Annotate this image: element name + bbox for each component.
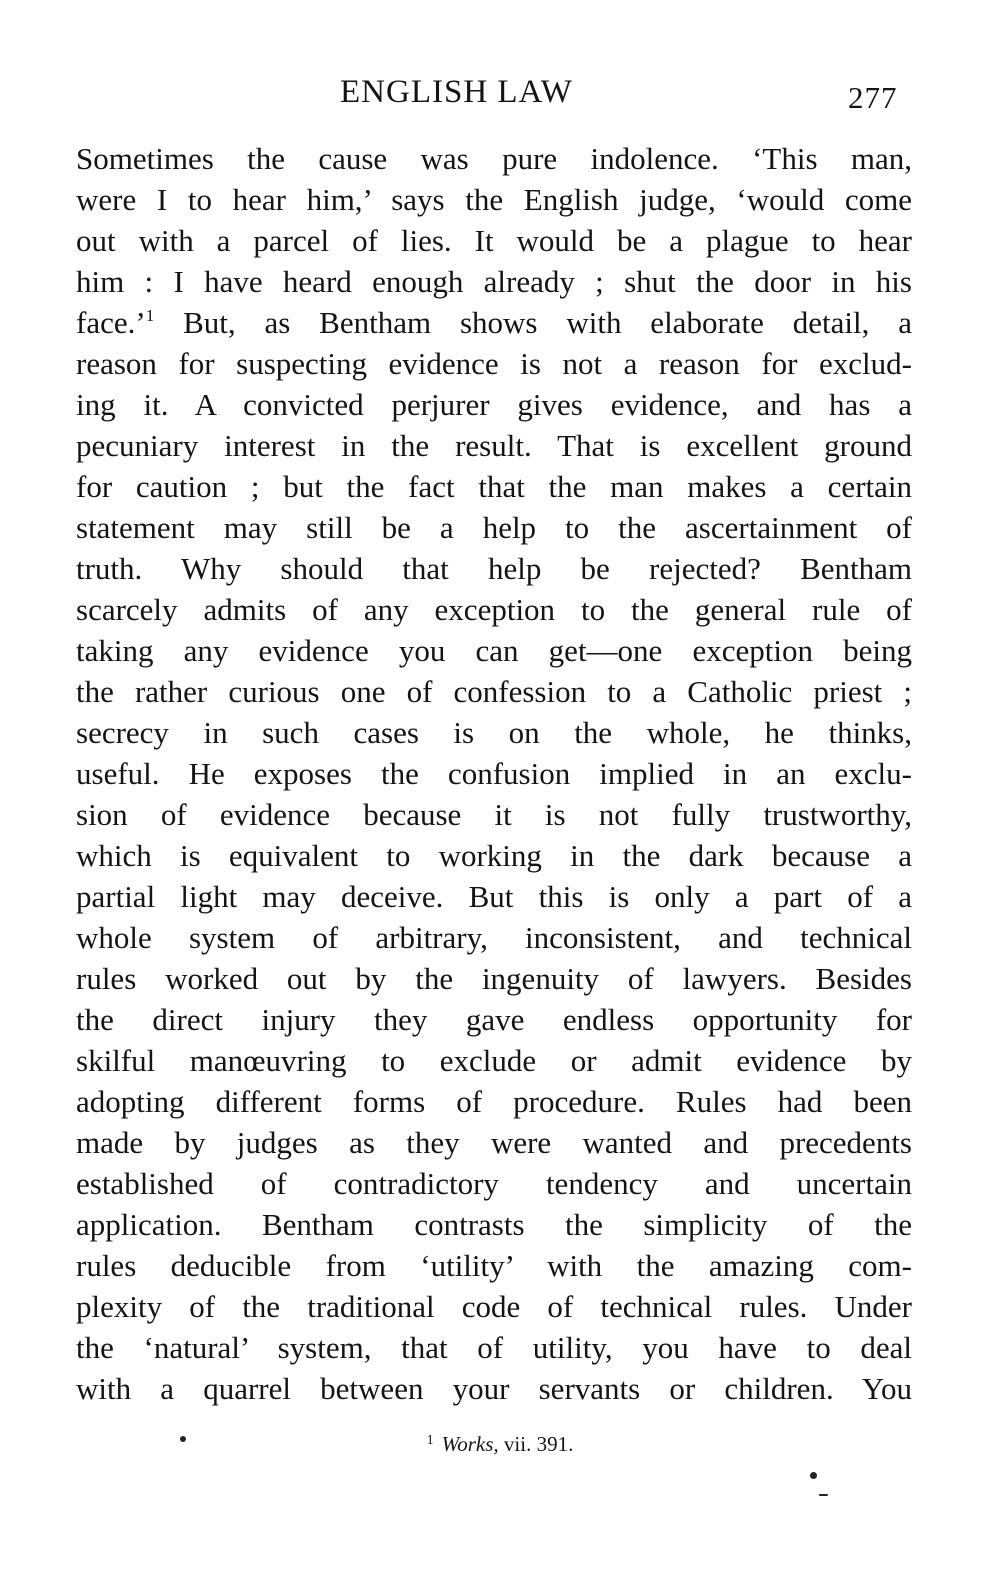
text-line: secrecy in such cases is on the whole, he thinks, xyxy=(76,715,912,750)
print-speck xyxy=(180,1436,186,1442)
text-line: whole system of arbitrary, inconsistent, and technical xyxy=(76,920,912,955)
print-speck xyxy=(819,1494,828,1496)
text-line: him : I have heard enough already ; shut the door in his xyxy=(76,264,912,299)
text-line: truth. Why should that help be rejected? Bentham xyxy=(76,551,912,586)
text-line: out with a parcel of lies. It would be a plague to hear xyxy=(76,223,912,258)
footnote-reference: 1 xyxy=(145,306,155,325)
text-line: skilful manœuvring to exclude or admit evidence by xyxy=(76,1043,912,1078)
text-line: which is equivalent to working in the dark because a xyxy=(76,838,912,873)
text-line: ing it. A convicted perjurer gives evidence, and has a xyxy=(76,387,912,422)
text-line-with-footnote-ref xyxy=(76,302,912,343)
text-line: made by judges as they were wanted and precedents xyxy=(76,1125,912,1160)
running-head xyxy=(0,70,1000,114)
text-line: were I to hear him,’ says the English judge, ‘would come xyxy=(76,182,912,217)
text-line-rest: But, as Bentham shows with elaborate detail, a xyxy=(183,305,912,340)
text-line: adopting different forms of procedure. Rules had been xyxy=(76,1084,912,1119)
text-line: partial light may deceive. But this is only a part of a xyxy=(76,879,912,914)
text-line: useful. He exposes the confusion implied in an exclu- xyxy=(76,756,912,791)
footnote-mark: 1 xyxy=(426,1433,434,1448)
text-line: plexity of the traditional code of technical rules. Under xyxy=(76,1289,912,1324)
page-number: 277 xyxy=(848,80,898,115)
text-line: the ‘natural’ system, that of utility, you have to deal xyxy=(76,1330,912,1365)
text-line: rules worked out by the ingenuity of lawyers. Besides xyxy=(76,961,912,996)
text-line: pecuniary interest in the result. That is excellent ground xyxy=(76,428,912,463)
footnote xyxy=(0,1426,1000,1459)
text-line: rules deducible from ‘utility’ with the amazing com- xyxy=(76,1248,912,1283)
footnote-work-title: Works, xyxy=(441,1432,499,1456)
text-line: taking any evidence you can get—one exception being xyxy=(76,633,912,668)
body-text xyxy=(76,138,912,1409)
text-line: for caution ; but the fact that the man makes a certain xyxy=(76,469,912,504)
print-speck xyxy=(810,1472,817,1479)
text-line: scarcely admits of any exception to the general rule of xyxy=(76,592,912,627)
text-line-start: face.’ xyxy=(76,305,146,340)
text-line: the direct injury they gave endless opportunity for xyxy=(76,1002,912,1037)
text-line: sion of evidence because it is not fully trustworthy, xyxy=(76,797,912,832)
text-line: the rather curious one of confession to a Catholic priest ; xyxy=(76,674,912,709)
footnote-location: vii. 391. xyxy=(503,1432,574,1456)
text-line: reason for suspecting evidence is not a reason for exclud- xyxy=(76,346,912,381)
text-line: Sometimes the cause was pure indolence. ‘This man, xyxy=(76,141,912,176)
text-line: application. Bentham contrasts the simplicity of the xyxy=(76,1207,912,1242)
text-line: with a quarrel between your servants or children. You xyxy=(76,1371,912,1406)
text-line: established of contradictory tendency and uncertain xyxy=(76,1166,912,1201)
text-line: statement may still be a help to the ascertainment of xyxy=(76,510,912,545)
running-title: ENGLISH LAW xyxy=(340,74,573,110)
